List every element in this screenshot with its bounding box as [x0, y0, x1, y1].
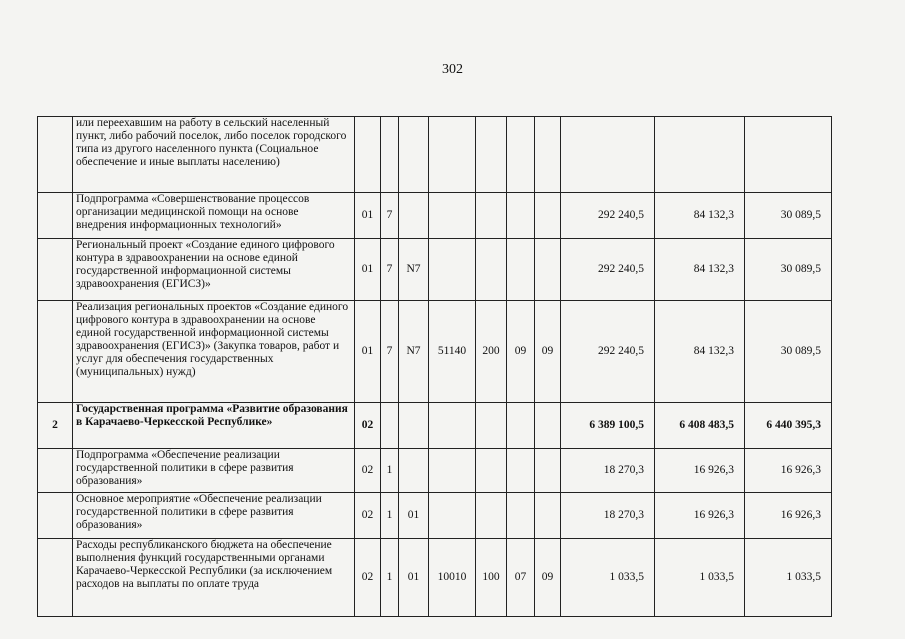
table-row [38, 301, 832, 403]
row-number [38, 301, 73, 403]
row-name: Подпрограмма «Совершенствование процессов организации медицинской помощи на основе внедрения информационных технологий» [73, 193, 355, 239]
code-expense-type [476, 239, 507, 301]
code-subprogram: 7 [381, 193, 399, 239]
amount-year-1: 18 270,3 [561, 493, 655, 539]
code-direction [429, 193, 476, 239]
code-program: 02 [355, 449, 381, 493]
amount-year-1: 292 240,5 [561, 193, 655, 239]
row-number [38, 539, 73, 617]
code-direction: 10010 [429, 539, 476, 617]
code-subsection [535, 403, 561, 449]
amount-year-2: 6 408 483,5 [655, 403, 745, 449]
code-direction [429, 117, 476, 193]
code-section [507, 239, 535, 301]
code-event [399, 449, 429, 493]
table-row [38, 117, 832, 193]
row-name: Основное мероприятие «Обеспечение реализации государственной политики в сфере развития образования» [73, 493, 355, 539]
amount-year-1: 18 270,3 [561, 449, 655, 493]
row-number [38, 493, 73, 539]
code-direction [429, 449, 476, 493]
amount-year-1 [561, 117, 655, 193]
row-name: Расходы республиканского бюджета на обеспечение выполнения функций государственными органами Карачаево-Черкесской Республики (за исключением расходов на выплаты по оплате труда [73, 539, 355, 617]
row-name: Региональный проект «Создание единого цифрового контура в здравоохранении на основе единой государственной информационной системы здравоохранения (ЕГИСЗ)» [73, 239, 355, 301]
amount-year-2: 1 033,5 [655, 539, 745, 617]
code-expense-type [476, 193, 507, 239]
row-number [38, 449, 73, 493]
code-section [507, 449, 535, 493]
code-direction: 51140 [429, 301, 476, 403]
amount-year-3: 16 926,3 [745, 449, 832, 493]
amount-year-2: 84 132,3 [655, 239, 745, 301]
table-row [38, 193, 832, 239]
code-subsection: 09 [535, 539, 561, 617]
amount-year-3 [745, 117, 832, 193]
row-number: 2 [38, 403, 73, 449]
code-expense-type [476, 449, 507, 493]
table-row [38, 539, 832, 617]
amount-year-1: 6 389 100,5 [561, 403, 655, 449]
code-expense-type: 200 [476, 301, 507, 403]
code-expense-type [476, 493, 507, 539]
code-event: 01 [399, 493, 429, 539]
code-subsection [535, 193, 561, 239]
code-event: 01 [399, 539, 429, 617]
code-section [507, 493, 535, 539]
code-subsection [535, 239, 561, 301]
code-program: 02 [355, 493, 381, 539]
amount-year-2: 84 132,3 [655, 193, 745, 239]
code-program: 01 [355, 193, 381, 239]
code-subsection [535, 493, 561, 539]
amount-year-1: 292 240,5 [561, 301, 655, 403]
table-row [38, 493, 832, 539]
code-expense-type [476, 117, 507, 193]
code-program: 02 [355, 539, 381, 617]
code-subprogram: 7 [381, 301, 399, 403]
code-section [507, 403, 535, 449]
code-subsection [535, 117, 561, 193]
code-program [355, 117, 381, 193]
amount-year-1: 1 033,5 [561, 539, 655, 617]
amount-year-3: 1 033,5 [745, 539, 832, 617]
table-row [38, 449, 832, 493]
code-direction [429, 239, 476, 301]
amount-year-3: 6 440 395,3 [745, 403, 832, 449]
amount-year-2 [655, 117, 745, 193]
code-program: 01 [355, 239, 381, 301]
code-subprogram [381, 117, 399, 193]
amount-year-1: 292 240,5 [561, 239, 655, 301]
budget-table [37, 116, 832, 617]
code-expense-type [476, 403, 507, 449]
code-program: 02 [355, 403, 381, 449]
row-name: или переехавшим на работу в сельский населенный пункт, либо рабочий поселок, либо поселок городского типа из другого населенного пункта (Социальное обеспечение и иные выплаты населению) [73, 117, 355, 193]
row-number [38, 193, 73, 239]
amount-year-2: 16 926,3 [655, 449, 745, 493]
code-event: N7 [399, 301, 429, 403]
code-section: 09 [507, 301, 535, 403]
code-subsection [535, 449, 561, 493]
code-direction [429, 493, 476, 539]
code-subprogram: 1 [381, 449, 399, 493]
row-number [38, 117, 73, 193]
row-name: Реализация региональных проектов «Создание единого цифрового контура в здравоохранении на основе единой государственной информационной системы здравоохранения (ЕГИСЗ)» (Закупка товаров, работ и услуг для обеспечения государственных (муниципальных) нужд) [73, 301, 355, 403]
amount-year-3: 30 089,5 [745, 239, 832, 301]
code-event [399, 403, 429, 449]
amount-year-3: 16 926,3 [745, 493, 832, 539]
code-subprogram: 7 [381, 239, 399, 301]
code-subprogram: 1 [381, 539, 399, 617]
code-subsection: 09 [535, 301, 561, 403]
amount-year-2: 16 926,3 [655, 493, 745, 539]
table-row [38, 239, 832, 301]
code-direction [429, 403, 476, 449]
code-subprogram: 1 [381, 493, 399, 539]
code-section [507, 117, 535, 193]
code-event [399, 117, 429, 193]
row-name: Государственная программа «Развитие образования в Карачаево-Черкесской Республике» [73, 403, 355, 449]
code-section [507, 193, 535, 239]
table-row [38, 403, 832, 449]
code-subprogram [381, 403, 399, 449]
code-expense-type: 100 [476, 539, 507, 617]
code-program: 01 [355, 301, 381, 403]
amount-year-3: 30 089,5 [745, 193, 832, 239]
code-event [399, 193, 429, 239]
code-section: 07 [507, 539, 535, 617]
page-number: 302 [442, 62, 463, 77]
amount-year-2: 84 132,3 [655, 301, 745, 403]
row-name: Подпрограмма «Обеспечение реализации государственной политики в сфере развития образования» [73, 449, 355, 493]
code-event: N7 [399, 239, 429, 301]
row-number [38, 239, 73, 301]
amount-year-3: 30 089,5 [745, 301, 832, 403]
